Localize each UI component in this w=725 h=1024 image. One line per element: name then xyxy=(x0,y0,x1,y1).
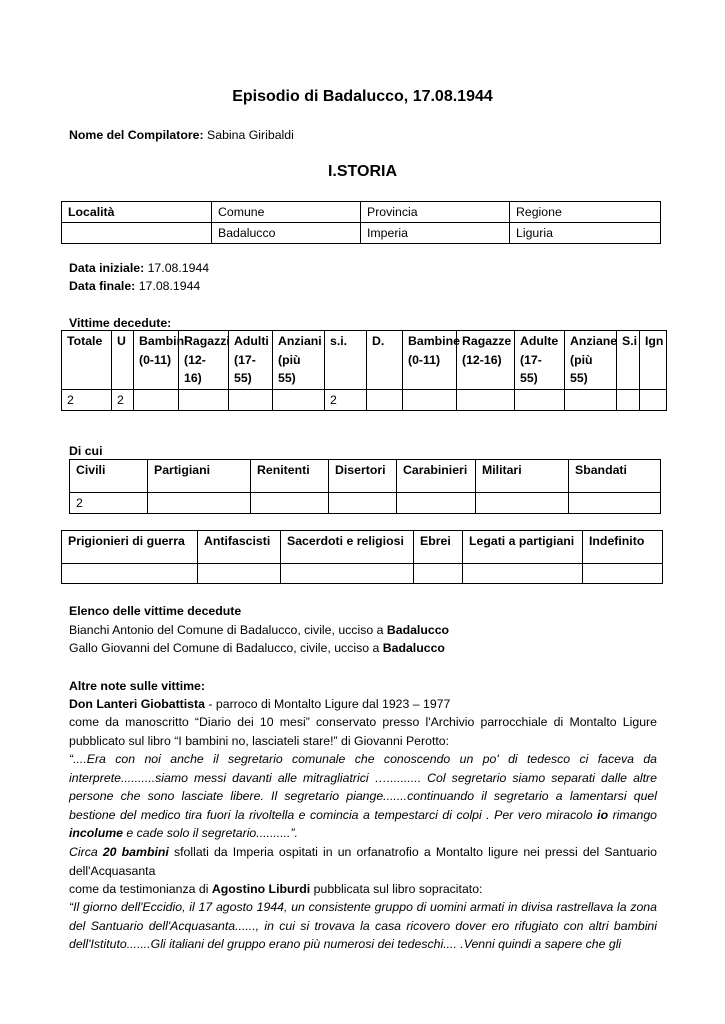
compiler-label: Nome del Compilatore: xyxy=(69,128,204,142)
header-provincia: Provincia xyxy=(361,202,510,223)
table-row xyxy=(62,531,663,564)
cell-si-f xyxy=(617,389,640,411)
compiler-name: Sabina Giribaldi xyxy=(207,128,294,142)
cell-comune: Badalucco xyxy=(212,223,361,244)
table-row xyxy=(62,389,667,411)
cell-antifascisti xyxy=(198,564,281,584)
quote-emphasis: incolume xyxy=(69,826,123,841)
source-paragraph: come da manoscritto “Diario dei 10 mesi” conservato presso l'Archivio parrocchiale di Montalto Ligure pubblicato sul libro “I bambini no, lasciateli stare!” di Giovanni Perotto: xyxy=(69,715,657,748)
testimony-text: pubblicata sul libro sopracitato: xyxy=(310,882,483,896)
header-adulte: Adulte (17-55) xyxy=(515,331,565,390)
cell-localita xyxy=(62,223,212,244)
header-anziani: Anziani (più 55) xyxy=(273,331,325,390)
cell-u: 2 xyxy=(112,389,134,411)
header-adulti: Adulti (17-55) xyxy=(229,331,273,390)
page-title: Episodio di Badalucco, 17.08.1944 xyxy=(232,88,493,105)
cell-si: 2 xyxy=(325,389,367,411)
testimony-text: come da testimonianza di xyxy=(69,882,212,896)
victim-text: Gallo Giovanni del Comune di Badalucco, civile, ucciso a xyxy=(69,641,383,655)
di-cui-table xyxy=(69,459,661,514)
cell-bambine xyxy=(403,389,457,411)
quote-text: “....Era con noi anche il segretario comunale che conoscendo un po' di tedesco ci faceva da interprete..........siamo messi davanti alle mitragliatrici ….......... Col segretario siamo separati dalle altre persone che sono lasciate libere. Il segretario piange.......continuando il segretario a lamentarsi quel bestione del medico tira fuori la rivoltella e comincia a tempestarci di colpi . Per vero miracolo xyxy=(69,752,657,822)
header-comune: Comune xyxy=(212,202,361,223)
header-totale: Totale xyxy=(62,331,112,390)
header-si-f: S.i xyxy=(617,331,640,390)
date-end-label: Data finale: xyxy=(69,279,136,293)
header-disertori: Disertori xyxy=(329,460,397,493)
cell-indefinito xyxy=(583,564,663,584)
quote-paragraph xyxy=(69,750,657,843)
header-d: D. xyxy=(367,331,403,390)
victim-list-label: Elenco delle vittime decedute xyxy=(69,604,242,618)
compiler-line xyxy=(69,126,294,145)
table-row xyxy=(62,223,661,244)
children-paragraph xyxy=(69,843,657,880)
categories-table xyxy=(61,530,663,584)
table-row xyxy=(70,493,661,514)
header-militari: Militari xyxy=(476,460,569,493)
cell-totale: 2 xyxy=(62,389,112,411)
cell-regione: Liguria xyxy=(510,223,661,244)
testimony-quote: “Il giorno dell'Eccidio, il 17 agosto 1944, un consistente gruppo di uomini armati in divisa rastrellava la zona del Santuario dell'Acquasanta......, in cui si trovava la casa ricovero dover ero rifugiato con altri bambini dell'Istituto.......Gli italiani del gruppo erano più numerosi dei tedeschi.... .Venni quindi a sapere che gli xyxy=(69,900,657,952)
cell-partigiani xyxy=(148,493,251,514)
cell-legati xyxy=(463,564,583,584)
children-text: sfollati da Imperia ospitati in un orfanatrofio a Montalto ligure nei pressi del Santuario dell'Acquasanta xyxy=(69,845,657,878)
victim-text: Bianchi Antonio del Comune di Badalucco, civile, ucciso a xyxy=(69,623,387,637)
table-row xyxy=(62,202,661,223)
priest-desc: - parroco di Montalto Ligure dal 1923 – 1977 xyxy=(204,697,451,711)
cell-renitenti xyxy=(251,493,329,514)
header-localita: Località xyxy=(62,202,212,223)
cell-disertori xyxy=(329,493,397,514)
header-prigionieri: Prigionieri di guerra xyxy=(62,531,198,564)
header-sbandati: Sbandati xyxy=(569,460,661,493)
di-cui-label: Di cui xyxy=(69,444,103,458)
header-anziane: Anziane (più 55) xyxy=(565,331,617,390)
testimony-source xyxy=(69,880,657,899)
cell-anziani xyxy=(273,389,325,411)
victims-label: Vittime decedute: xyxy=(69,316,172,330)
date-start xyxy=(69,259,209,278)
header-bambini: Bambini (0-11) xyxy=(134,331,179,390)
date-start-label: Data iniziale: xyxy=(69,261,145,275)
list-item xyxy=(69,639,445,658)
table-row xyxy=(62,331,667,390)
header-u: U xyxy=(112,331,134,390)
notes-label: Altre note sulle vittime: xyxy=(69,679,205,693)
quote-emphasis: io xyxy=(597,807,609,822)
cell-sacerdoti xyxy=(281,564,414,584)
testimony-name: Agostino Liburdi xyxy=(211,882,311,896)
header-ebrei: Ebrei xyxy=(414,531,463,564)
priest-line xyxy=(69,695,450,714)
quote-text: rimango xyxy=(608,807,658,822)
date-start-value: 17.08.1944 xyxy=(147,261,210,275)
cell-bambini xyxy=(134,389,179,411)
cell-ebrei xyxy=(414,564,463,584)
date-end xyxy=(69,277,200,296)
header-ragazzi: Ragazzi (12-16) xyxy=(179,331,229,390)
cell-anziane xyxy=(565,389,617,411)
cell-adulti xyxy=(229,389,273,411)
cell-d xyxy=(367,389,403,411)
victim-place: Badalucco xyxy=(382,641,445,655)
header-antifascisti: Antifascisti xyxy=(198,531,281,564)
header-indefinito: Indefinito xyxy=(583,531,663,564)
list-item xyxy=(69,621,449,640)
victims-table xyxy=(61,330,667,411)
cell-ragazze xyxy=(457,389,515,411)
circa-text: Circa xyxy=(69,845,103,859)
cell-carabinieri xyxy=(397,493,476,514)
header-ragazze: Ragazze (12-16) xyxy=(457,331,515,390)
cell-sbandati xyxy=(569,493,661,514)
header-sacerdoti: Sacerdoti e religiosi xyxy=(281,531,414,564)
quote-text: e cade solo il segretario..........”. xyxy=(122,826,298,841)
header-civili: Civili xyxy=(70,460,148,493)
header-bambine: Bambine (0-11) xyxy=(403,331,457,390)
header-renitenti: Renitenti xyxy=(251,460,329,493)
cell-adulte xyxy=(515,389,565,411)
date-end-value: 17.08.1944 xyxy=(138,279,201,293)
header-partigiani: Partigiani xyxy=(148,460,251,493)
header-regione: Regione xyxy=(510,202,661,223)
table-row xyxy=(70,460,661,493)
cell-provincia: Imperia xyxy=(361,223,510,244)
header-si: s.i. xyxy=(325,331,367,390)
victim-place: Badalucco xyxy=(386,623,450,637)
header-carabinieri: Carabinieri xyxy=(397,460,476,493)
cell-militari xyxy=(476,493,569,514)
priest-name: Don Lanteri Giobattista xyxy=(69,697,205,711)
section-heading: I.STORIA xyxy=(327,163,398,180)
location-table xyxy=(61,201,661,244)
header-legati: Legati a partigiani xyxy=(463,531,583,564)
cell-ragazzi xyxy=(179,389,229,411)
cell-civili: 2 xyxy=(70,493,148,514)
cell-ign xyxy=(640,389,667,411)
header-ign: Ign xyxy=(640,331,667,390)
children-count: 20 bambini xyxy=(102,845,169,859)
table-row xyxy=(62,564,663,584)
cell-prigionieri xyxy=(62,564,198,584)
